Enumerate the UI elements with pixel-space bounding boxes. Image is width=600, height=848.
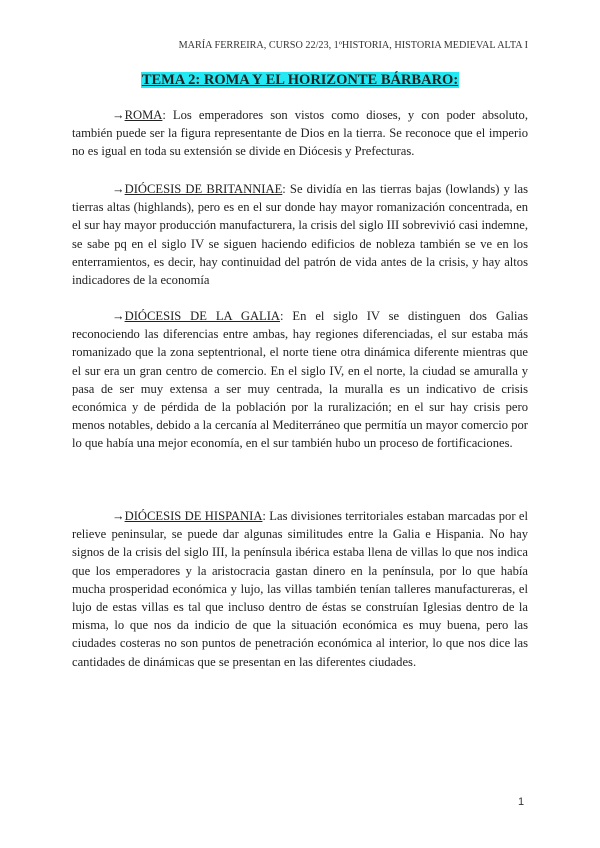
page-number: 1 — [518, 796, 525, 808]
section-text: : Los emperadores son vistos como dioses, y con poder absoluto, también puede ser la figura representante de Dios en la tierra. Se reconoce que el imperio no es igual en toda su extensión se divide en Diócesis y Prefecturas. — [72, 108, 528, 159]
section-heading: ROMA — [124, 108, 163, 122]
section-heading: DIÓCESIS DE LA GALIA — [124, 309, 281, 323]
arrow-icon: → — [112, 309, 125, 323]
section-text: : En el siglo IV se distinguen dos Galias reconociendo las diferencias entre ambas, hay regiones diferenciadas, el sur estaba más romanizado que la zona septentrional, el norte tiene otra dinámica diferente mientras que el sur era un gran centro de comercio. En el siglo IV, en el norte, la ciudad se amuralla y pasa de ser muy extensa a ser muy centrada, la muralla es un indicativo de crisis económica y de pérdida de la población por la ruralización; en el sur hay crisis pero menos notables, debido a la cercanía al Mediterráneo que permitía un mayor comercio por lo que había una mejor economía, en el sur también hubo un proceso de fortificaciones. — [72, 309, 528, 451]
section-text: : Las divisiones territoriales estaban marcadas por el relieve peninsular, se puede dar algunas similitudes entre la Galia e Hispania. No hay signos de la crisis del siglo III, la península ibérica estaba llena de villas lo que nos indica que los emperadores y la aristocracia gastan dinero en la península, por lo que había mucha prosperidad económica y lujo, las villas también tenían talleres manufactureras, el lujo de estas villas es tal que incluso dentro de éstas se construían Iglesias dentro de la misma, lo que nos da indicio de que la situación económica es muy buena, pero las ciudades costeras no son puntos de penetración económica al interior, lo que nos dice las cantidades de dinámicas que se presentan en las diferentes ciudades. — [72, 509, 528, 669]
section-text: : Se dividía en las tierras bajas (lowlands) y las tierras altas (highlands), pero es en el sur donde hay mayor romanización concentrada, en el sur hay mayor producción manufacturera, la crisis del siglo III sobrevivió casi indemne, se sabe pq en el siglo IV se siguen haciendo edificios de nobleza también se ve en los enterramientos, es decir, hay continuidad del patrón de vida antes de la crisis, y hay altos indicadores de la economía — [72, 182, 528, 288]
arrow-icon: → — [112, 509, 125, 523]
section-roma — [72, 106, 528, 161]
page-title — [0, 72, 600, 89]
section-britanniae — [72, 180, 528, 289]
arrow-icon: → — [112, 182, 125, 196]
section-hispania — [72, 507, 528, 671]
section-heading: DIÓCESIS DE HISPANIA — [124, 509, 263, 523]
arrow-icon: → — [112, 108, 125, 122]
section-heading: DIÓCESIS DE BRITANNIAE — [124, 182, 283, 196]
page-header: MARÍA FERREIRA, CURSO 22/23, 1ºHISTORIA, HISTORIA MEDIEVAL ALTA I — [178, 40, 528, 51]
section-galia — [72, 307, 528, 453]
title-text: TEMA 2: ROMA Y EL HORIZONTE BÁRBARO: — [141, 72, 459, 88]
